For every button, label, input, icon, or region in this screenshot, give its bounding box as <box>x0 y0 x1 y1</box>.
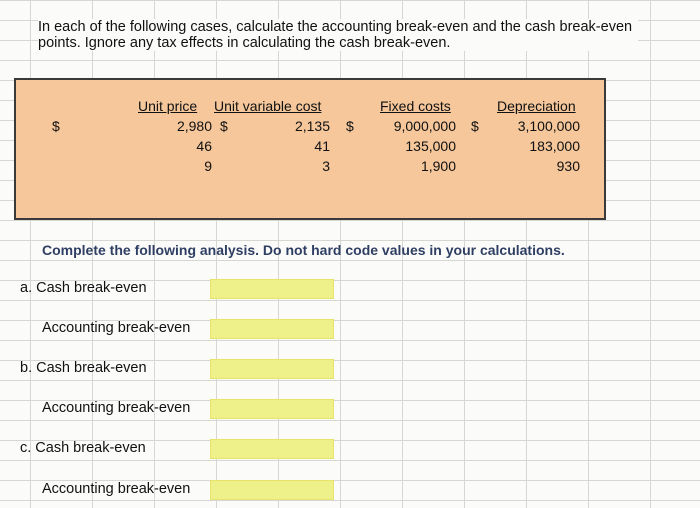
input-c-cash-break-even[interactable] <box>210 439 334 459</box>
currency-symbol: $ <box>346 118 354 134</box>
header-fixed-costs: Fixed costs <box>380 98 451 114</box>
input-a-accounting-break-even[interactable] <box>210 319 334 339</box>
cell-unit-price: 2,980 <box>176 118 212 134</box>
cell-depreciation: 930 <box>556 158 580 174</box>
cell-fixed-costs: 9,000,000 <box>393 118 456 134</box>
label-c-accounting-break-even: Accounting break-even <box>42 481 191 497</box>
cell-depreciation: 3,100,000 <box>517 118 580 134</box>
header-unit-price: Unit price <box>138 98 198 114</box>
currency-symbol: $ <box>220 118 228 134</box>
cell-unit-price: 9 <box>204 158 212 174</box>
currency-symbol: $ <box>471 118 479 134</box>
label-b-accounting-break-even: Accounting break-even <box>42 400 191 416</box>
label-b-cash-break-even: b. Cash break-even <box>20 360 147 376</box>
currency-symbol: $ <box>52 118 60 134</box>
input-b-cash-break-even[interactable] <box>210 359 334 379</box>
header-depreciation: Depreciation <box>497 98 576 114</box>
data-table-box <box>14 78 606 220</box>
input-c-accounting-break-even[interactable] <box>210 480 334 500</box>
input-b-accounting-break-even[interactable] <box>210 399 334 419</box>
cell-unit-variable-cost: 41 <box>314 138 330 154</box>
label-a-cash-break-even: a. Cash break-even <box>20 280 147 296</box>
label-c-cash-break-even: c. Cash break-even <box>20 440 146 456</box>
instructions-text: In each of the following cases, calculate the accounting break-even and the cash break-even points. Ignore any tax effects in calculating the cash break-even. <box>38 19 638 51</box>
cell-depreciation: 183,000 <box>529 138 580 154</box>
cell-unit-variable-cost: 2,135 <box>294 118 330 134</box>
cell-unit-variable-cost: 3 <box>322 158 330 174</box>
label-a-accounting-break-even: Accounting break-even <box>42 320 191 336</box>
cell-fixed-costs: 135,000 <box>405 138 456 154</box>
input-a-cash-break-even[interactable] <box>210 279 334 299</box>
instruction-note: Complete the following analysis. Do not hard code values in your calculations. <box>42 242 565 258</box>
cell-unit-price: 46 <box>196 138 212 154</box>
cell-fixed-costs: 1,900 <box>420 158 456 174</box>
header-unit-variable-cost: Unit variable cost <box>214 98 322 114</box>
